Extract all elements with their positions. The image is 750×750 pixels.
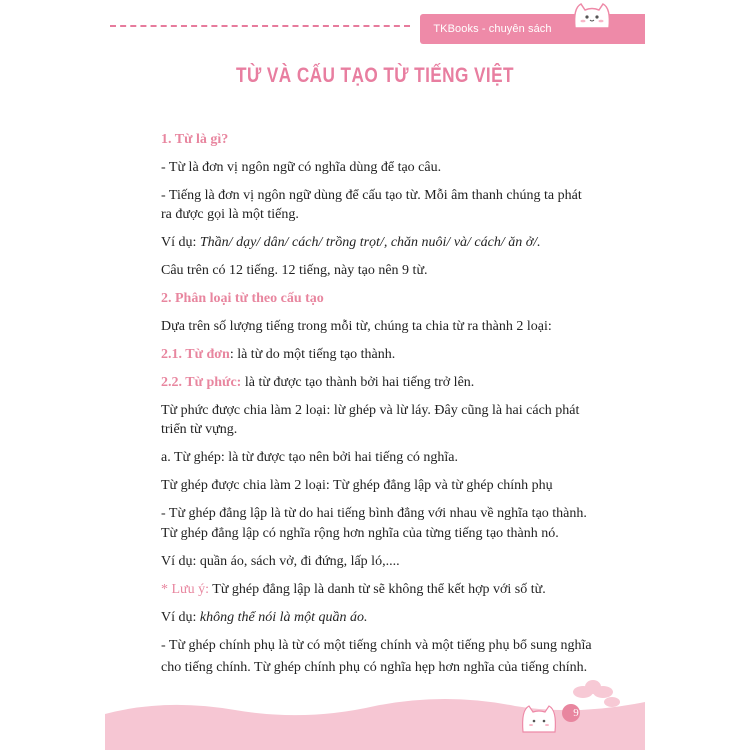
paragraph: Từ ghép đẳng lập có nghĩa rộng hơn nghĩa của từng tiếng tạo thành nó. <box>161 526 559 541</box>
subsection-label: 2.1. Từ đơn <box>161 347 230 362</box>
paragraph: Câu trên có 12 tiếng. 12 tiếng, này tạo nên 9 từ. <box>161 263 428 278</box>
page-sheet <box>105 0 645 750</box>
subsection-2-2 <box>161 374 601 392</box>
example-line <box>161 234 601 252</box>
cat-mascot-icon <box>567 0 617 30</box>
paragraph: - Từ là đơn vị ngôn ngữ có nghĩa dùng để tạo câu. <box>161 160 442 175</box>
example-label: Ví dụ: <box>161 610 200 625</box>
note-line <box>161 581 601 599</box>
subsection-text: : là từ do một tiếng tạo thành. <box>229 347 396 362</box>
header-tab: TKBooks - chuyên sách tham khảo <box>420 14 565 44</box>
paragraph: Dựa trên số lượng tiếng trong mỗi từ, chúng ta chia từ ra thành 2 loại: <box>161 319 552 334</box>
example-text: không thể nói là một quần áo. <box>199 610 368 625</box>
paragraph: - Từ ghép đẳng lập là từ do hai tiếng bình đẳng với nhau về nghĩa tạo thành. <box>161 506 587 521</box>
header-dashed-rule <box>110 25 410 27</box>
example-text: Thần/ dạy/ dân/ cách/ trồng trọt/, chăn nuôi/ và/ cách/ ăn ở/. <box>199 235 541 250</box>
example-label: Ví dụ: <box>161 235 200 250</box>
note-text: Từ ghép đẳng lập là danh từ sẽ không thể kết hợp với số từ. <box>209 582 546 597</box>
note-label: * Lưu ý: <box>161 582 210 597</box>
cloud-icon <box>573 680 620 707</box>
paragraph: - Từ ghép chính phụ là từ có một tiếng chính và một tiếng phụ bổ sung nghĩa <box>161 638 592 653</box>
subsection-2-1 <box>161 346 601 364</box>
subsection-text: là từ được tạo thành bởi hai tiếng trở lên. <box>241 375 475 390</box>
paragraph: Từ phức được chia làm 2 loại: lừ ghép và lừ láy. Đây cũng là hai cách phát <box>161 403 580 418</box>
paragraph: Ví dụ: quần áo, sách vở, đi đứng, lấp ló,.... <box>161 554 400 569</box>
paragraph: triển từ vựng. <box>161 422 238 437</box>
bottom-wave-decoration <box>105 680 645 750</box>
example-line <box>161 609 601 627</box>
section-heading-2: 2. Phân loại từ theo cấu tạo <box>161 291 324 306</box>
page-number: 9 <box>573 707 579 719</box>
subsection-label: 2.2. Từ phức: <box>161 375 242 390</box>
paragraph: cho tiếng chính. Từ ghép chính phụ có nghĩa hẹp hơn nghĩa của tiếng chính. <box>161 660 588 675</box>
paragraph: ra được gọi là một tiếng. <box>161 207 299 222</box>
section-heading-1: 1. Từ là gì? <box>161 132 229 147</box>
paragraph: a. Từ ghép: là từ được tạo nên bởi hai tiếng có nghĩa. <box>161 450 459 465</box>
paragraph: - Tiếng là đơn vị ngôn ngữ dùng để cấu tạo từ. Mỗi âm thanh chúng ta phát <box>161 188 582 203</box>
paragraph: Từ ghép được chia làm 2 loại: Từ ghép đẳng lập và từ ghép chính phụ <box>161 478 553 493</box>
page-title: TỪ VÀ CẤU TẠO TỪ TIẾNG VIỆT <box>236 64 514 87</box>
